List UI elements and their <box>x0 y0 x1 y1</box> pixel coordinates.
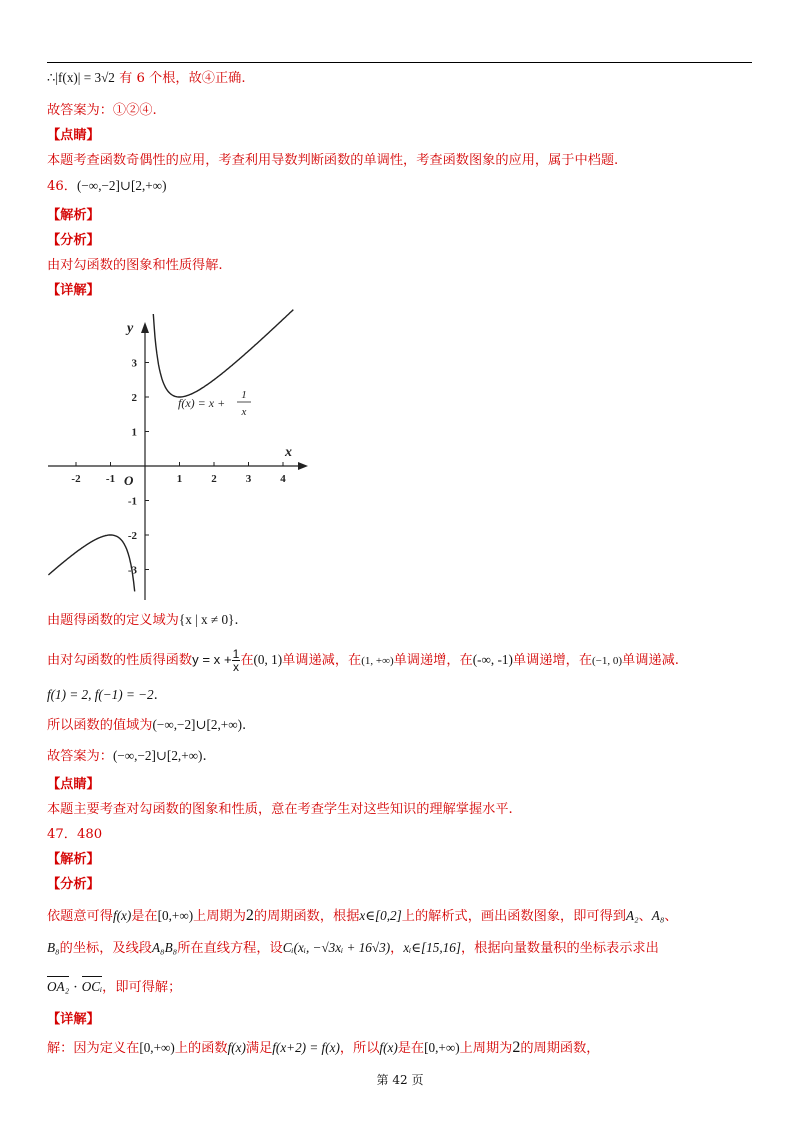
comment-line-2: 本题主要考查对勾函数的图象和性质，意在考查学生对这些知识的理解掌握水平. <box>47 802 513 817</box>
analysis-line: 由对勾函数的图象和性质得解. <box>47 258 223 273</box>
function-annotation: f(x) = x + <box>178 396 226 410</box>
range-line: 所以函数的值域为(−∞,−2]∪[2,+∞). <box>47 717 247 733</box>
y-tick-label: 3 <box>131 357 137 370</box>
x-tick-label: 3 <box>245 473 252 485</box>
x-tick-label: -2 <box>71 473 81 485</box>
y-tick-label: -2 <box>127 530 137 542</box>
section-xiangjie: 【详解】 <box>47 283 100 298</box>
answer-line: 故答案为：①②④. <box>47 103 157 118</box>
section-xiangjie-2: 【详解】 <box>47 1012 100 1027</box>
answer-46-line: 故答案为：(−∞,−2]∪[2,+∞). <box>47 748 207 764</box>
y-axis-arrow <box>141 322 149 333</box>
fraction-1-over-x: $\frac{1}{x}$ <box>232 647 240 674</box>
line-abs-f-root: ∴|f(x)| = 3√2 有 6 个根，故④正确. <box>47 70 246 86</box>
analysis-47-line-3: OA₂ · OCᵢ，即可得解； <box>47 979 182 995</box>
solution-47-line-1: 解：因为定义在[0,+∞)上的函数f(x)满足f(x+2) = f(x)，所以f(x)是在[0,+∞)上周期为2的周期函数， <box>47 1039 600 1056</box>
domain-line: 由题得函数的定义域为{x | x ≠ 0}. <box>47 612 239 628</box>
y-tick-label: 2 <box>131 392 137 404</box>
y-tick-label: 1 <box>131 426 137 439</box>
vector-oa2: OA₂ <box>47 979 70 994</box>
values-line: f(1) = 2, f(−1) = −2. <box>47 687 158 703</box>
section-dianjing-2: 【点睛】 <box>47 777 100 792</box>
y-axis-label: y <box>127 321 134 336</box>
x-axis-label: x <box>285 445 292 460</box>
axes <box>48 322 308 600</box>
domain-set: {x | x ≠ 0} <box>178 612 235 627</box>
section-jiexi: 【解析】 <box>47 208 100 223</box>
x-tick-label: 1 <box>176 473 183 485</box>
annotation-denominator: x <box>241 406 247 418</box>
math-abs-f: ∴|f(x)| = 3√2 <box>47 70 115 85</box>
x-tick-label: 2 <box>211 473 217 485</box>
answer-46: (−∞,−2]∪[2,+∞) <box>76 178 167 193</box>
y-tick-label: -1 <box>127 495 137 508</box>
page-number: 第 42 页 <box>376 1073 424 1087</box>
annotation-numerator: 1 <box>241 389 247 401</box>
curves <box>48 310 293 592</box>
section-fenxi: 【分析】 <box>47 233 100 248</box>
x-tick-label: 4 <box>280 473 286 485</box>
curve-left-branch <box>48 535 134 591</box>
question-47: 47．480 <box>47 827 103 842</box>
curve-right-branch <box>153 310 293 397</box>
y-tick-label: -3 <box>127 564 137 577</box>
monotonic-line: 由对勾函数的性质得函数y = x + $\frac{1}{x}$ 在(0, 1)单调递减，在(1, +∞)单调递增，在(-∞, -1)单调递增，在(−1, 0)单调递减. <box>47 647 679 674</box>
analysis-47-line-1: 依题意可得f(x)是在[0,+∞)上周期为2的周期函数，根据x∈[0,2]上的解析式，画出函数图象，即可得到A₂、A₈、 <box>47 907 678 924</box>
x-axis-arrow <box>298 462 308 470</box>
comment-line: 本题考查函数奇偶性的应用，考查利用导数判断函数的单调性，考查函数图象的应用，属于中档题. <box>47 153 619 168</box>
section-fenxi-2: 【分析】 <box>47 877 100 892</box>
section-jiexi-2: 【解析】 <box>47 852 100 867</box>
x-tick-label: -1 <box>105 473 116 485</box>
section-dianjing: 【点睛】 <box>47 128 100 143</box>
analysis-47-line-2: B₈的坐标，及线段A₈B₈所在直线方程，设Cᵢ(xᵢ, −√3xᵢ + 16√3)，xᵢ∈[15,16]，根据向量数量积的坐标表示求出 <box>47 940 659 956</box>
origin-label: O <box>124 473 134 488</box>
function-graph <box>40 300 320 610</box>
axis-labels <box>71 321 292 577</box>
vector-oci: OCᵢ <box>81 979 103 994</box>
question-46: 46．(−∞,−2]∪[2,+∞) <box>47 178 167 194</box>
header-rule <box>47 62 752 63</box>
